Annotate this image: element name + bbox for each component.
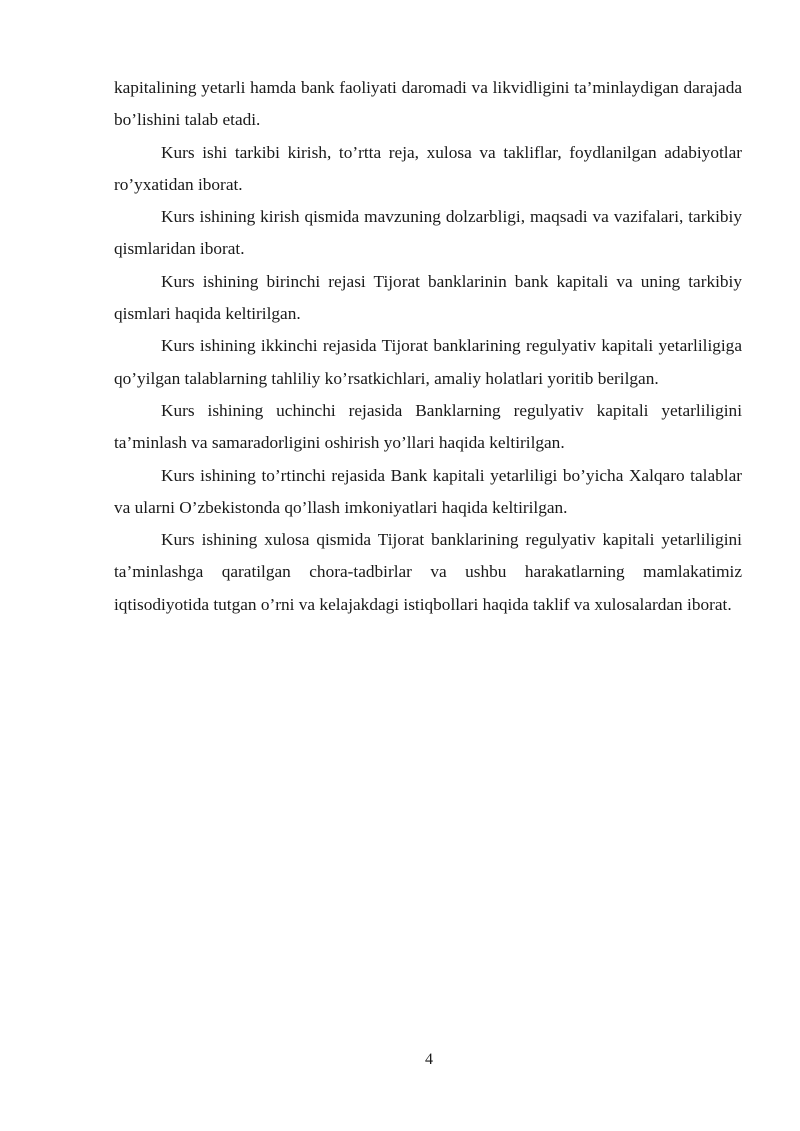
paragraph-introduction: Kurs ishining kirish qismida mavzuning dolzarbligi, maqsadi va vazifalari, tarkibiy qismlaridan iborat.: [114, 207, 742, 259]
paragraph-structure: Kurs ishi tarkibi kirish, to’rtta reja, xulosa va takliflar, foydlanilgan adabiyotlar ro’yxatidan iborat.: [114, 142, 742, 194]
paragraph-conclusion: Kurs ishining xulosa qismida Tijorat banklarining regulyativ kapitali yetarliligini ta’minlashga qaratilgan chora-tadbirlar va ushbu harakatlarning mamlakatimiz iqtisodiyotida tutgan o’rni va kelajakdagi istiqbollari haqida taklif va xulosalardan iborat.: [114, 530, 742, 614]
paragraph-fourth-plan: Kurs ishining to’rtinchi rejasida Bank kapitali yetarliligi bo’yicha Xalqaro talablar va ularni O’zbekistonda qo’llash imkoniyatlari haqida keltirilgan.: [114, 465, 742, 517]
paragraph-continuation: kapitalining yetarli hamda bank faoliyati daromadi va likvidligini ta’minlaydigan darajada bo’lishini talab etadi.: [114, 78, 742, 130]
document-body: [114, 72, 742, 621]
paragraph-second-plan: Kurs ishining ikkinchi rejasida Tijorat banklarining regulyativ kapitali yetarliligiga qo’yilgan talablarning tahliliy ko’rsatkichlari, amaliy holatlari yoritib berilgan.: [114, 336, 742, 388]
paragraph-first-plan: Kurs ishining birinchi rejasi Tijorat banklarinin bank kapitali va uning tarkibiy qismlari haqida keltirilgan.: [114, 271, 742, 324]
paragraph-third-plan: Kurs ishining uchinchi rejasida Banklarning regulyativ kapitali yetarliligini ta’minlash va samaradorligini oshirish yo’llari haqida keltirilgan.: [114, 400, 742, 453]
page-number: 4: [425, 1051, 433, 1068]
